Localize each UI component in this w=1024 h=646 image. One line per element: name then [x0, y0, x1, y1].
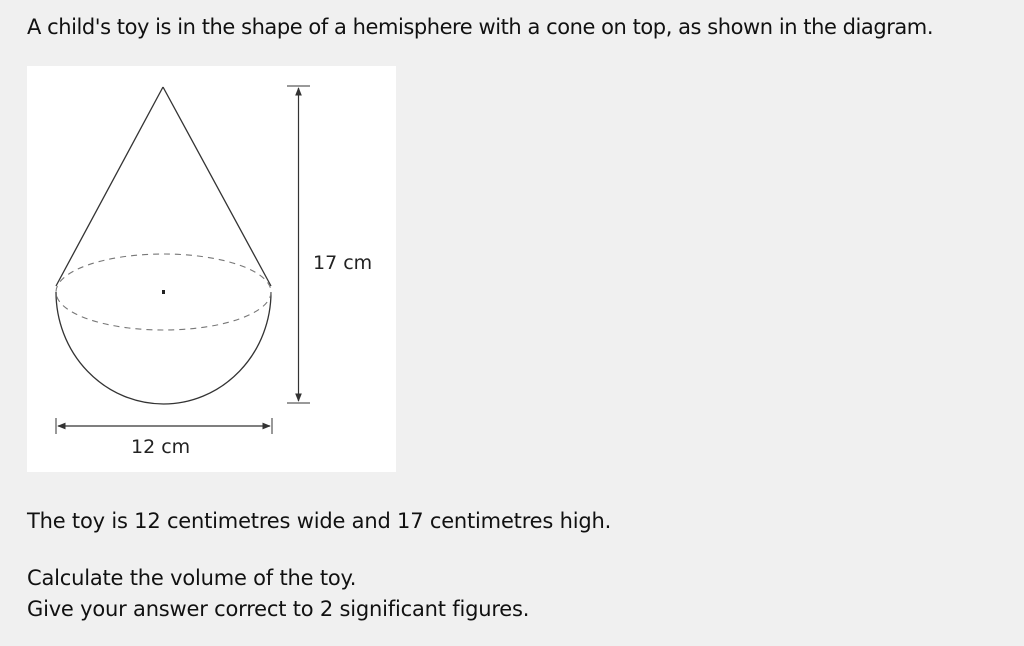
height-label: 17 cm: [313, 252, 373, 274]
centre-dot: [162, 290, 165, 294]
toy-diagram-svg: [27, 66, 396, 472]
answer-precision-instruction: Give your answer correct to 2 significant figures.: [27, 597, 530, 621]
cone-right-side: [163, 87, 271, 286]
width-label: 12 cm: [131, 436, 191, 458]
cone-left-side: [56, 87, 163, 286]
toy-diagram: [27, 66, 396, 472]
task-instruction: Calculate the volume of the toy.: [27, 566, 357, 590]
hemisphere-outline: [56, 292, 271, 404]
question-intro: A child's toy is in the shape of a hemisphere with a cone on top, as shown in the diagram.: [27, 15, 934, 39]
dimensions-statement: The toy is 12 centimetres wide and 17 centimetres high.: [27, 509, 612, 533]
